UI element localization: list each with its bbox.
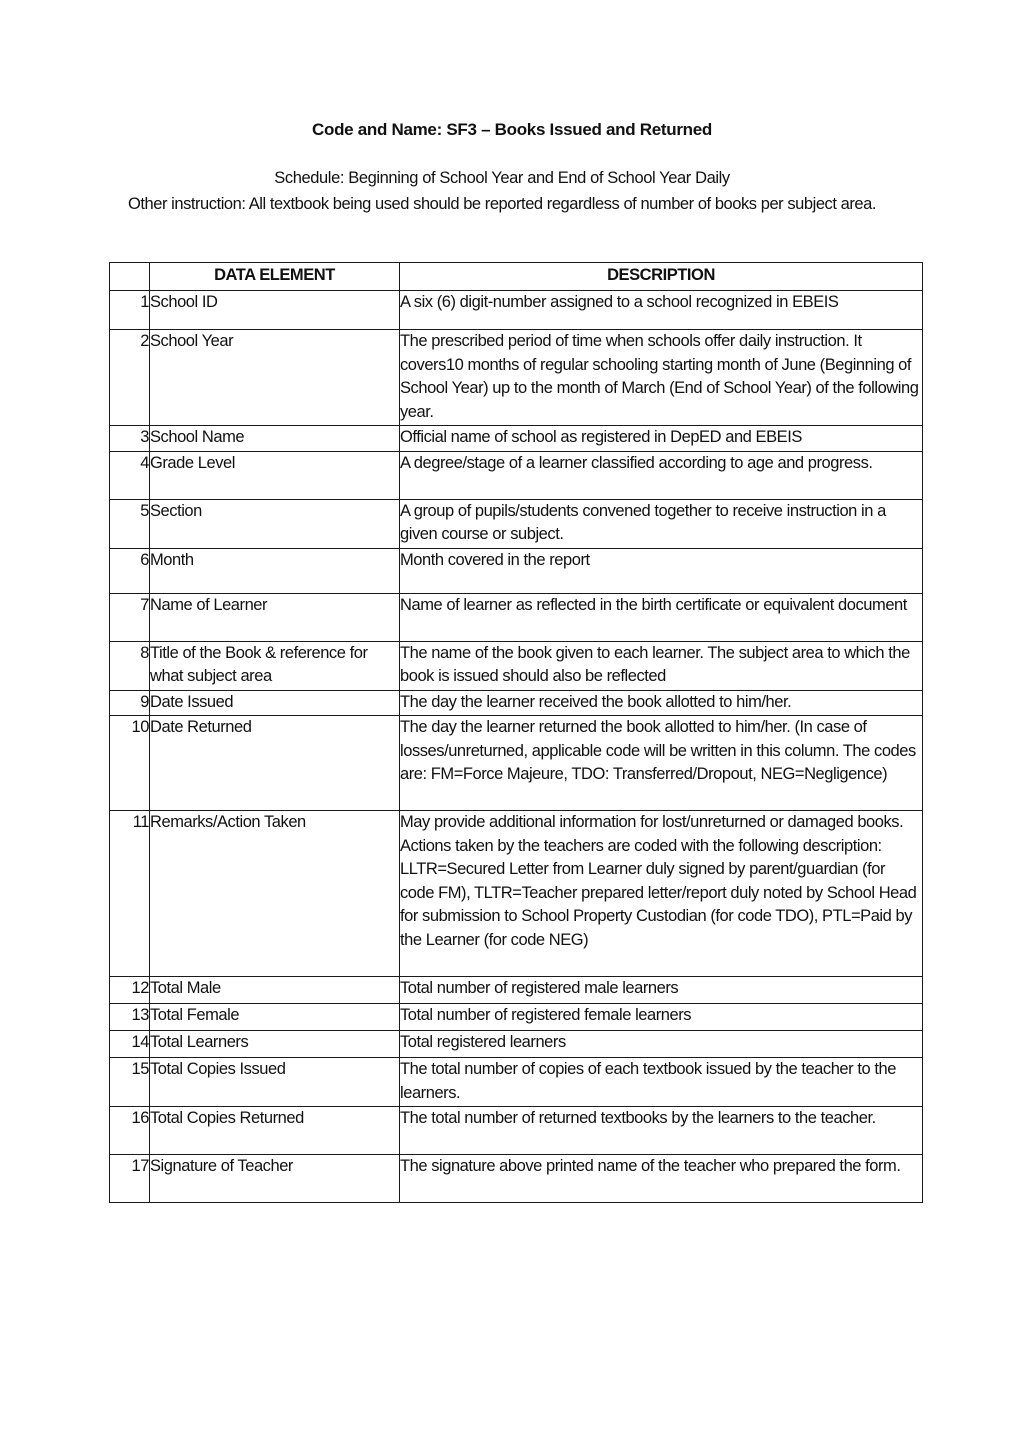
data-element: Remarks/Action Taken xyxy=(150,811,400,977)
table-row xyxy=(110,426,923,452)
row-number: 17 xyxy=(110,1155,150,1203)
table-row xyxy=(110,977,923,1004)
data-element: Total Female xyxy=(150,1004,400,1031)
description: Name of learner as reflected in the birth certificate or equivalent document xyxy=(400,593,923,641)
instruction-text: Other instruction: All textbook being used should be reported regardless of number of books per subject area. xyxy=(127,195,876,213)
table-row xyxy=(110,1155,923,1203)
row-number: 3 xyxy=(110,426,150,452)
row-number: 12 xyxy=(110,977,150,1004)
description: The signature above printed name of the teacher who prepared the form. xyxy=(400,1155,923,1203)
data-element: School Name xyxy=(150,426,400,452)
header-data-element: DATA ELEMENT xyxy=(150,263,400,291)
data-element: School ID xyxy=(150,291,400,330)
table-row xyxy=(110,641,923,690)
row-number: 7 xyxy=(110,593,150,641)
description: The name of the book given to each learner. The subject area to which the book is issued should also be reflected xyxy=(400,641,923,690)
table-row xyxy=(110,330,923,426)
row-number: 2 xyxy=(110,330,150,426)
data-element: School Year xyxy=(150,330,400,426)
row-number: 4 xyxy=(110,451,150,499)
table-row xyxy=(110,548,923,593)
data-element: Signature of Teacher xyxy=(150,1155,400,1203)
row-number: 14 xyxy=(110,1031,150,1058)
data-element: Total Copies Returned xyxy=(150,1107,400,1155)
description: May provide additional information for lost/unreturned or damaged books. Actions taken by the teachers are coded with the following description: LLTR=Secured Letter from Learner duly signed by parent/guardian (for code FM), TLTR=Teacher prepared letter/report duly noted by School Head for submission to School Property Custodian (for code TDO), PTL=Paid by the Learner (for code NEG) xyxy=(400,811,923,977)
data-element: Total Copies Issued xyxy=(150,1058,400,1107)
description: The day the learner received the book allotted to him/her. xyxy=(400,690,923,716)
row-number: 11 xyxy=(110,811,150,977)
row-number: 5 xyxy=(110,499,150,548)
description: Total number of registered female learners xyxy=(400,1004,923,1031)
description: A degree/stage of a learner classified according to age and progress. xyxy=(400,451,923,499)
table-row xyxy=(110,716,923,811)
schedule-text: Schedule: Beginning of School Year and End of School Year Daily xyxy=(274,169,730,187)
description: The prescribed period of time when schools offer daily instruction. It covers10 months of regular schooling starting month of June (Beginning of School Year) up to the month of March (End of School Year) of the following year. xyxy=(400,330,923,426)
row-number: 15 xyxy=(110,1058,150,1107)
data-element: Grade Level xyxy=(150,451,400,499)
header-number xyxy=(110,263,150,291)
table-row xyxy=(110,811,923,977)
row-number: 6 xyxy=(110,548,150,593)
description: The total number of copies of each textbook issued by the teacher to the learners. xyxy=(400,1058,923,1107)
table-row xyxy=(110,499,923,548)
table-row xyxy=(110,451,923,499)
table-row xyxy=(110,1058,923,1107)
data-element: Total Male xyxy=(150,977,400,1004)
description: Official name of school as registered in DepED and EBEIS xyxy=(400,426,923,452)
data-elements-table xyxy=(109,262,923,1203)
description: A group of pupils/students convened together to receive instruction in a given course or subject. xyxy=(400,499,923,548)
data-element: Title of the Book & reference for what subject area xyxy=(150,641,400,690)
table-row xyxy=(110,593,923,641)
row-number: 10 xyxy=(110,716,150,811)
table-row xyxy=(110,690,923,716)
row-number: 1 xyxy=(110,291,150,330)
table-row xyxy=(110,1107,923,1155)
document-title: Code and Name: SF3 – Books Issued and Returned xyxy=(312,120,712,139)
data-element: Month xyxy=(150,548,400,593)
header-description: DESCRIPTION xyxy=(400,263,923,291)
table-header-row xyxy=(110,263,923,291)
description: Month covered in the report xyxy=(400,548,923,593)
description: The total number of returned textbooks by the learners to the teacher. xyxy=(400,1107,923,1155)
data-element: Date Returned xyxy=(150,716,400,811)
row-number: 9 xyxy=(110,690,150,716)
data-element: Total Learners xyxy=(150,1031,400,1058)
data-element: Name of Learner xyxy=(150,593,400,641)
table-row xyxy=(110,291,923,330)
description: A six (6) digit-number assigned to a school recognized in EBEIS xyxy=(400,291,923,330)
table-row xyxy=(110,1004,923,1031)
description: Total number of registered male learners xyxy=(400,977,923,1004)
table-row xyxy=(110,1031,923,1058)
row-number: 16 xyxy=(110,1107,150,1155)
data-element: Date Issued xyxy=(150,690,400,716)
description: Total registered learners xyxy=(400,1031,923,1058)
row-number: 13 xyxy=(110,1004,150,1031)
description: The day the learner returned the book allotted to him/her. (In case of losses/unreturned, applicable code will be written in this column. The codes are: FM=Force Majeure, TDO: Transferred/Dropout, NEG=Negligence) xyxy=(400,716,923,811)
row-number: 8 xyxy=(110,641,150,690)
data-element: Section xyxy=(150,499,400,548)
